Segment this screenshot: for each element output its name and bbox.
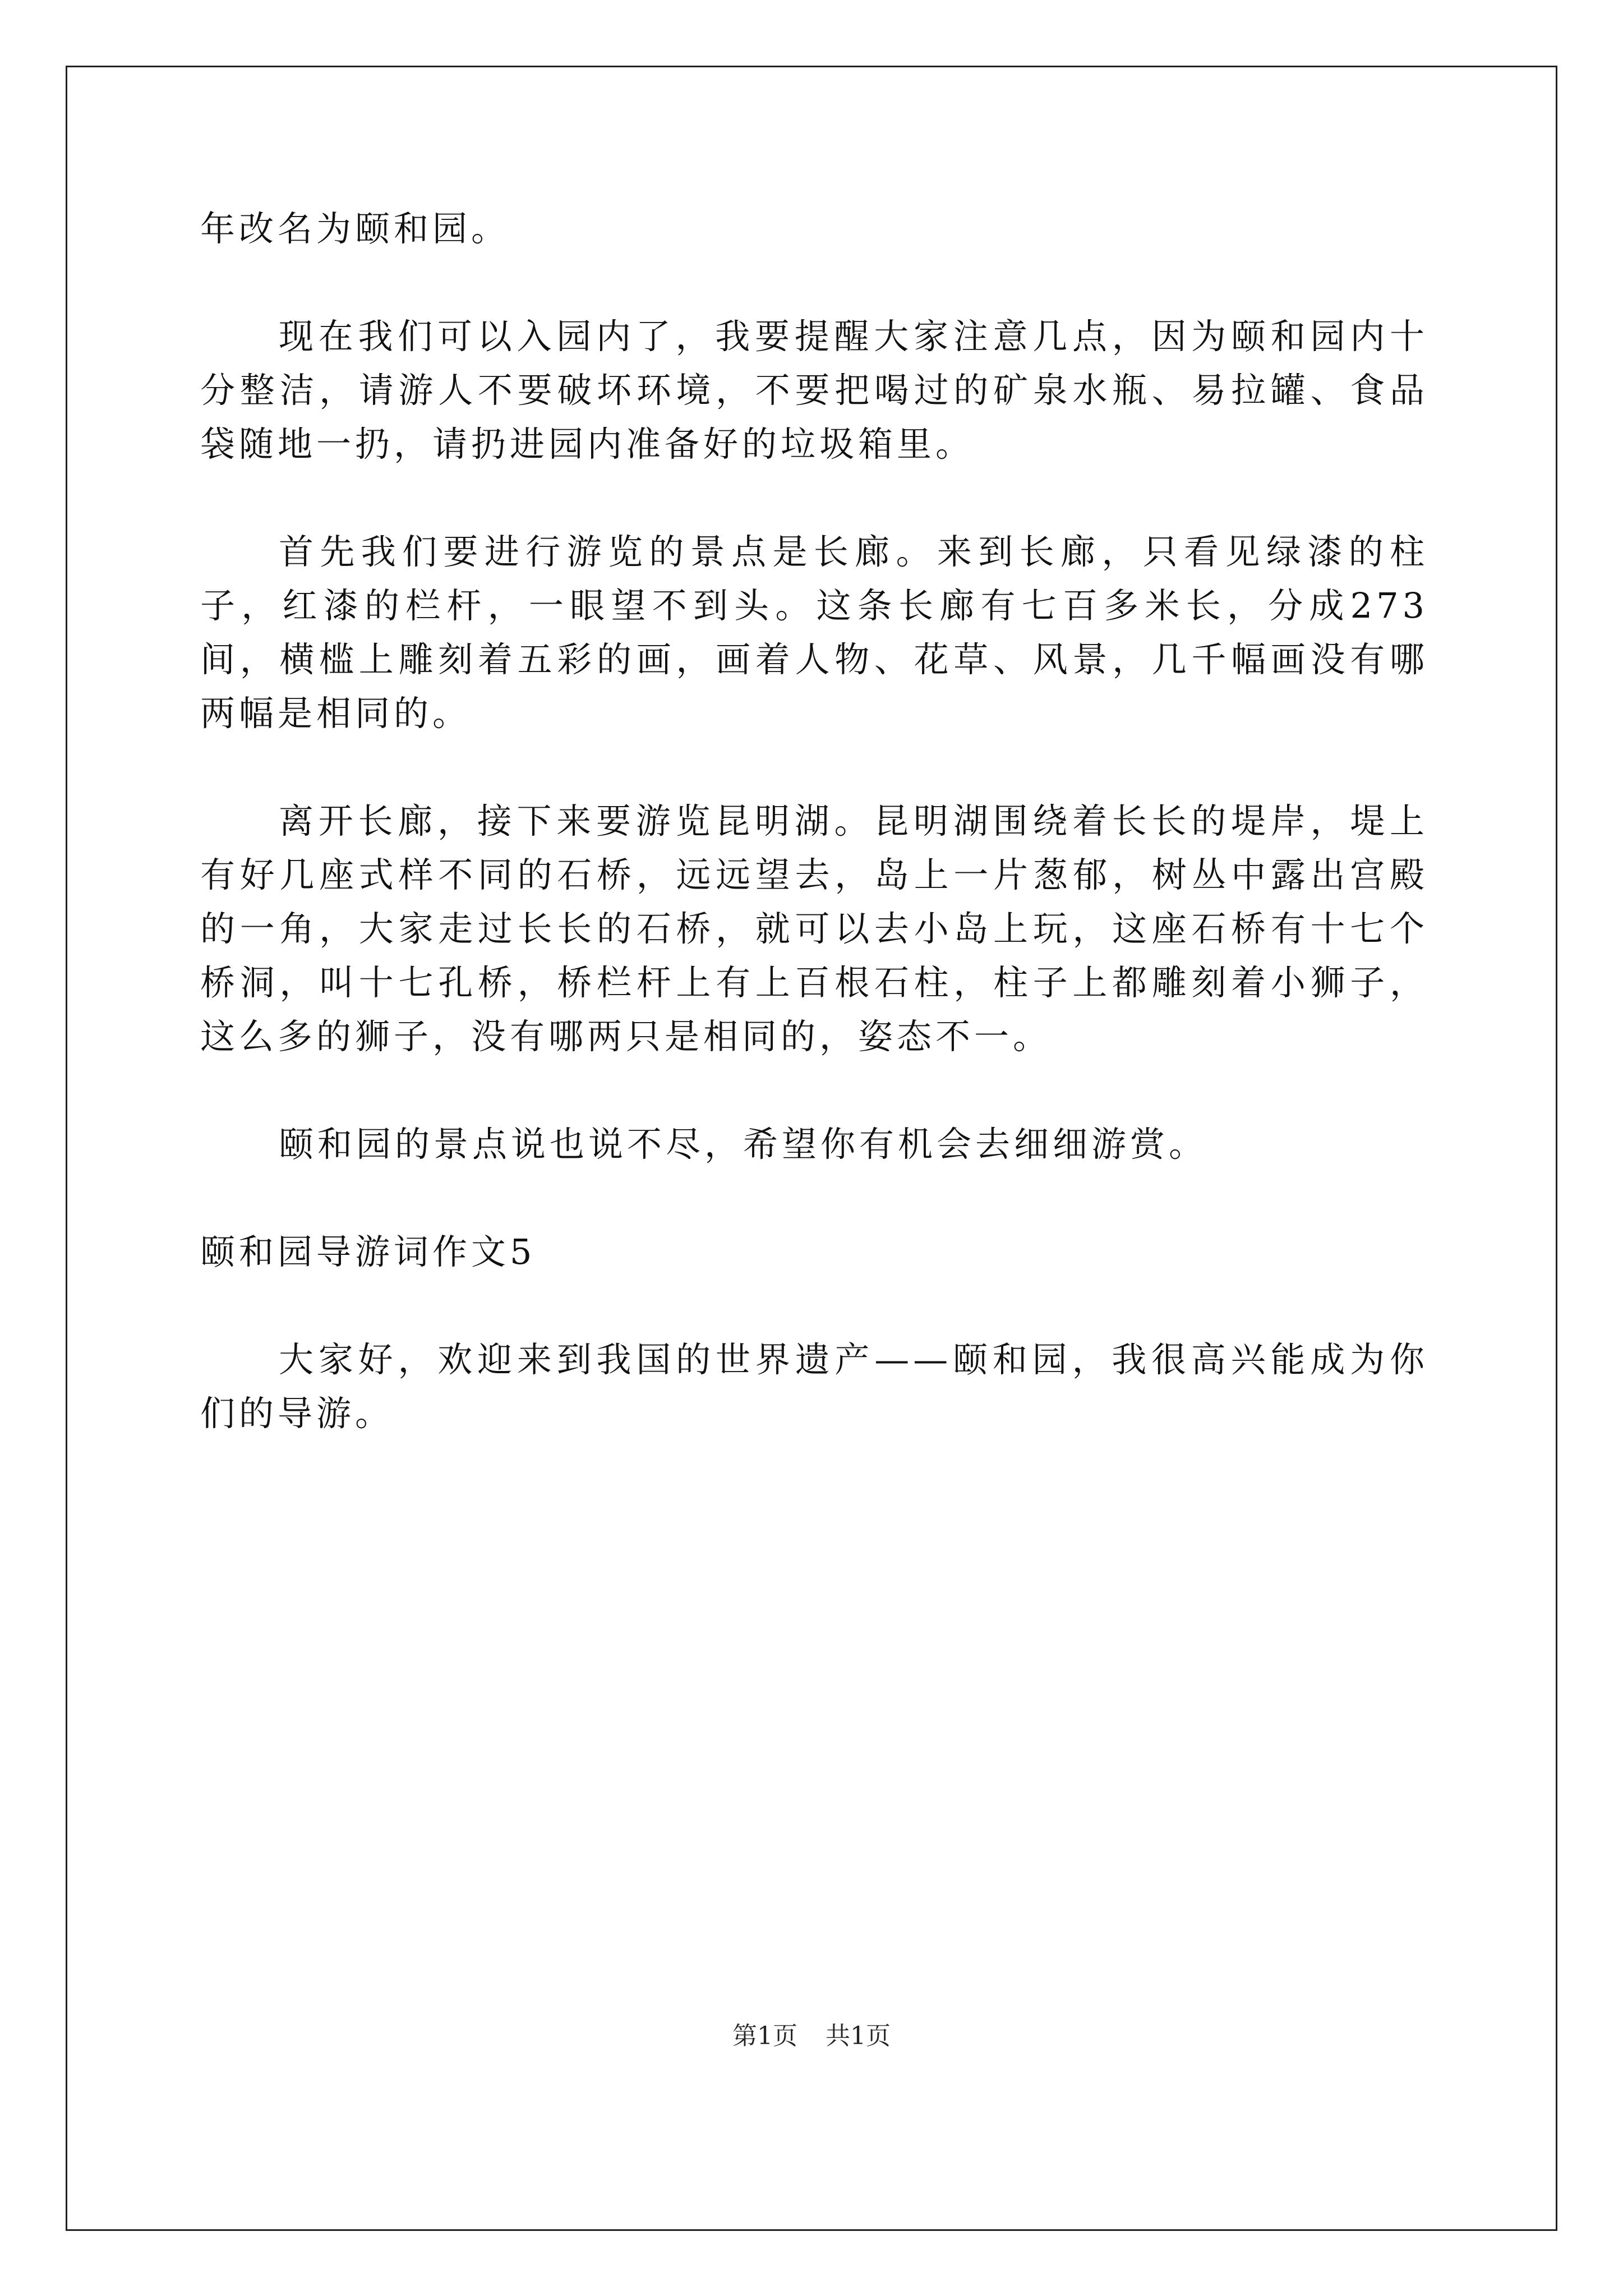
paragraph-3: 首先我们要进行游览的景点是长廊。来到长廊，只看见绿漆的柱子，红漆的栏杆，一眼望不到头。这条长廊有七百多米长，分成273间，横槛上雕刻着五彩的画，画着人物、花草、风景，几千幅画没有哪两幅是相同的。: [200, 531, 1428, 734]
paragraph-6: 大家好，欢迎来到我国的世界遗产——颐和园，我很高兴能成为你们的导游。: [200, 1339, 1428, 1434]
page-number: 第1页: [732, 2022, 797, 2050]
page-total: 共1页: [826, 2022, 891, 2050]
paragraph-1: 年改名为颐和园。: [200, 208, 510, 249]
paragraph-5: 颐和园的景点说也说不尽，希望你有机会去细细游赏。: [279, 1124, 1208, 1165]
section-heading: 颐和园导游词作文5: [200, 1231, 536, 1272]
paragraph-4: 离开长廊，接下来要游览昆明湖。昆明湖围绕着长长的堤岸，堤上有好几座式样不同的石桥，远远望去，岛上一片葱郁，树丛中露出宫殿的一角，大家走过长长的石桥，就可以去小岛上玩，这座石桥有十七个桥洞，叫十七孔桥，桥栏杆上有上百根石柱，柱子上都雕刻着小狮子，这么多的狮子，没有哪两只是相同的，姿态不一。: [200, 800, 1428, 1057]
paragraph-2: 现在我们可以入园内了，我要提醒大家注意几点，因为颐和园内十分整洁，请游人不要破坏环境，不要把喝过的矿泉水瓶、易拉罐、食品袋随地一扔，请扔进园内准备好的垃圾箱里。: [200, 316, 1428, 464]
document-body: [200, 202, 1428, 1494]
page-footer: [0, 2019, 1623, 2053]
